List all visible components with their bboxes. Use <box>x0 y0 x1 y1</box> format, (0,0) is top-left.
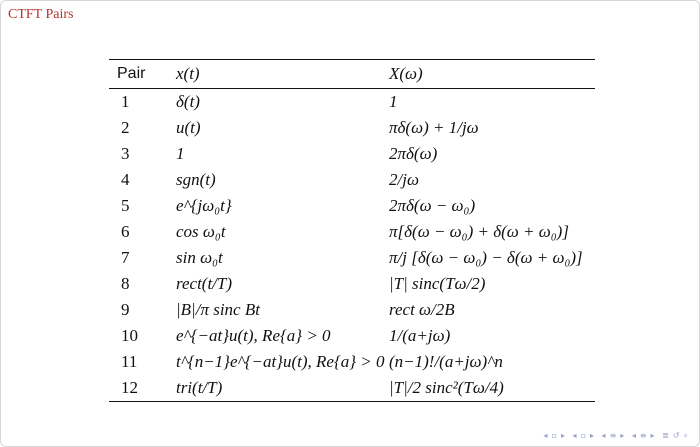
table-header-row <box>109 60 595 89</box>
row-pair: 10 <box>121 326 138 345</box>
row-xt: e^{−at}u(t), Re{a} > 0 <box>176 326 331 345</box>
row-xt: u(t) <box>176 118 201 137</box>
row-Xw: π[δ(ω − ω₀) + δ(ω + ω₀)] <box>389 222 569 241</box>
row-Xw: 2πδ(ω) <box>389 144 438 163</box>
table-row <box>109 375 595 402</box>
table-row <box>109 349 595 375</box>
row-xt: 1 <box>176 144 185 163</box>
header-xt: x(t) <box>176 64 200 83</box>
nav-prev-doc-icon[interactable]: ◂ <box>631 431 637 440</box>
row-Xw: 2/jω <box>389 170 419 189</box>
row-pair: 2 <box>121 118 130 137</box>
table-row <box>109 89 595 116</box>
table-row <box>109 167 595 193</box>
row-Xw: rect ω/2B <box>389 300 455 319</box>
row-pair: 9 <box>121 300 130 319</box>
slide-title: CTFT Pairs <box>8 7 74 22</box>
row-pair: 3 <box>121 144 130 163</box>
row-pair: 7 <box>121 248 130 267</box>
table-row <box>109 297 595 323</box>
beamer-nav-controls <box>541 431 689 441</box>
row-Xw: 1/(a+jω) <box>389 326 451 345</box>
row-xt: e^{jω₀t} <box>176 196 232 215</box>
row-xt: tri(t/T) <box>176 378 223 397</box>
row-pair: 5 <box>121 196 130 215</box>
table-row <box>109 271 595 297</box>
row-Xw: πδ(ω) + 1/jω <box>389 118 479 137</box>
header-pair: Pair <box>117 65 146 82</box>
row-xt: |B|/π sinc Bt <box>176 300 260 319</box>
nav-prev-frame-icon[interactable]: ◂ <box>543 431 549 440</box>
row-xt: sgn(t) <box>176 170 216 189</box>
row-pair: 12 <box>121 378 138 397</box>
row-pair: 1 <box>121 92 130 111</box>
nav-next-subsection-icon[interactable]: ▸ <box>589 431 595 440</box>
table-row <box>109 219 595 245</box>
row-xt: cos ω₀t <box>176 222 226 241</box>
nav-subsection-icon[interactable]: ▫ <box>580 431 587 440</box>
table-row <box>109 323 595 349</box>
nav-doc-icon[interactable]: ≡ <box>639 431 648 440</box>
table-row <box>109 193 595 219</box>
row-xt: sin ω₀t <box>176 248 223 267</box>
nav-prev-section-icon[interactable]: ◂ <box>601 431 607 440</box>
nav-next-section-icon[interactable]: ▸ <box>620 431 626 440</box>
row-Xw: |T| sinc(Tω/2) <box>389 274 486 293</box>
row-xt: δ(t) <box>176 92 200 111</box>
row-pair: 4 <box>121 170 130 189</box>
nav-outline-icon[interactable]: ≣ <box>662 431 670 440</box>
nav-next-frame-icon[interactable]: ▸ <box>560 431 566 440</box>
row-Xw: π/j [δ(ω − ω₀) − δ(ω + ω₀)] <box>389 248 583 267</box>
table-row <box>109 245 595 271</box>
nav-frame-icon[interactable]: ▫ <box>551 431 558 440</box>
row-Xw: 2πδ(ω − ω₀) <box>389 196 476 215</box>
nav-prev-subsection-icon[interactable]: ◂ <box>572 431 578 440</box>
table-row <box>109 141 595 167</box>
row-Xw: |T|/2 sinc²(Tω/4) <box>389 378 504 397</box>
nav-next-doc-icon[interactable]: ▸ <box>650 431 656 440</box>
row-pair: 8 <box>121 274 130 293</box>
header-Xw: X(ω) <box>389 64 423 83</box>
table-row <box>109 115 595 141</box>
nav-section-icon[interactable]: ≡ <box>609 431 618 440</box>
nav-back-icon[interactable]: ↺ <box>672 431 681 440</box>
row-Xw: 1 <box>389 92 398 111</box>
row-xt: rect(t/T) <box>176 274 233 293</box>
ctft-pairs-table <box>109 59 595 402</box>
nav-search-icon[interactable]: ⌕ <box>683 431 689 440</box>
row-xt: t^{n−1}e^{−at}u(t), Re{a} > 0 <box>176 352 385 371</box>
row-Xw: (n−1)!/(a+jω)^n <box>389 352 503 371</box>
row-pair: 6 <box>121 222 130 241</box>
row-pair: 11 <box>121 352 138 371</box>
